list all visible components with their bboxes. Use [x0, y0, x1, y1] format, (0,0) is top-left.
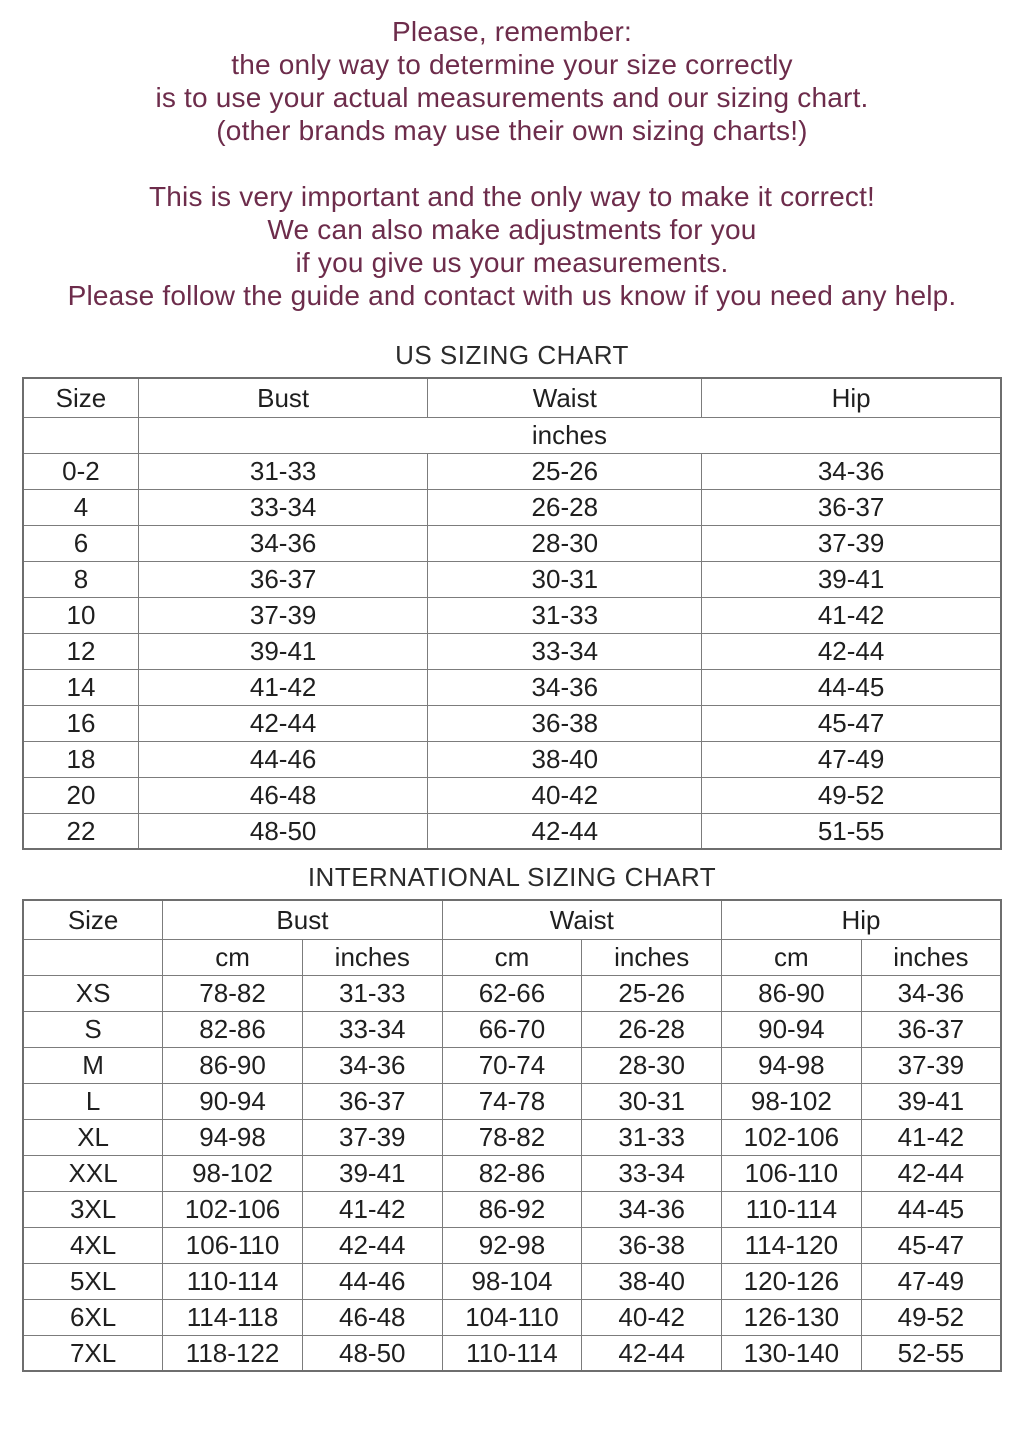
measurement-cell: 31-33: [428, 597, 702, 633]
measurement-cell: 110-114: [722, 1191, 862, 1227]
header-cell: Size: [23, 378, 138, 417]
size-cell: S: [23, 1011, 163, 1047]
us-chart-title: US SIZING CHART: [395, 340, 629, 370]
size-cell: XS: [23, 975, 163, 1011]
table-row: [23, 1227, 1001, 1263]
table-row: [23, 417, 1001, 453]
measurement-cell: 33-34: [582, 1155, 722, 1191]
unit-cell: inches: [582, 939, 722, 975]
measurement-cell: 37-39: [861, 1047, 1001, 1083]
measurement-cell: 118-122: [163, 1335, 303, 1371]
size-cell: XL: [23, 1119, 163, 1155]
measurement-cell: 28-30: [428, 525, 702, 561]
measurement-cell: 34-36: [428, 669, 702, 705]
table-row: [23, 777, 1001, 813]
intro-line: if you give us your measurements.: [295, 247, 729, 278]
measurement-cell: 44-45: [702, 669, 1001, 705]
measurement-cell: 34-36: [582, 1191, 722, 1227]
measurement-cell: 40-42: [428, 777, 702, 813]
measurement-cell: 38-40: [582, 1263, 722, 1299]
measurement-cell: 62-66: [442, 975, 582, 1011]
measurement-cell: 74-78: [442, 1083, 582, 1119]
measurement-cell: 130-140: [722, 1335, 862, 1371]
measurement-cell: 42-44: [302, 1227, 442, 1263]
header-cell: Bust: [138, 378, 427, 417]
measurement-cell: 39-41: [702, 561, 1001, 597]
measurement-cell: 42-44: [861, 1155, 1001, 1191]
measurement-cell: 52-55: [861, 1335, 1001, 1371]
size-cell: 4XL: [23, 1227, 163, 1263]
us-sizing-table-body: [23, 378, 1001, 849]
unit-cell: cm: [722, 939, 862, 975]
measurement-cell: 34-36: [302, 1047, 442, 1083]
measurement-cell: 39-41: [138, 633, 427, 669]
international-sizing-table: [22, 899, 1002, 1372]
size-cell: 8: [23, 561, 138, 597]
measurement-cell: 44-46: [302, 1263, 442, 1299]
measurement-cell: 98-102: [163, 1155, 303, 1191]
measurement-cell: 98-104: [442, 1263, 582, 1299]
header-cell: Hip: [722, 900, 1001, 939]
size-cell: 5XL: [23, 1263, 163, 1299]
measurement-cell: 90-94: [722, 1011, 862, 1047]
measurement-cell: 86-90: [163, 1047, 303, 1083]
header-cell: Waist: [442, 900, 721, 939]
size-cell: 12: [23, 633, 138, 669]
measurement-cell: 82-86: [442, 1155, 582, 1191]
measurement-cell: 44-46: [138, 741, 427, 777]
measurement-cell: 36-37: [861, 1011, 1001, 1047]
measurement-cell: 45-47: [702, 705, 1001, 741]
size-cell: M: [23, 1047, 163, 1083]
unit-cell: inches: [138, 417, 1001, 453]
measurement-cell: 114-120: [722, 1227, 862, 1263]
table-row: [23, 597, 1001, 633]
measurement-cell: 41-42: [702, 597, 1001, 633]
table-row: [23, 561, 1001, 597]
size-cell: 3XL: [23, 1191, 163, 1227]
table-row: [23, 378, 1001, 417]
measurement-cell: 48-50: [302, 1335, 442, 1371]
measurement-cell: 33-34: [302, 1011, 442, 1047]
size-cell: XXL: [23, 1155, 163, 1191]
size-cell: 20: [23, 777, 138, 813]
table-row: [23, 705, 1001, 741]
measurement-cell: 86-90: [722, 975, 862, 1011]
intro-paragraph-1: [0, 15, 1024, 147]
measurement-cell: 46-48: [302, 1299, 442, 1335]
measurement-cell: 34-36: [702, 453, 1001, 489]
measurement-cell: 31-33: [138, 453, 427, 489]
size-cell: L: [23, 1083, 163, 1119]
size-cell: 14: [23, 669, 138, 705]
unit-cell: inches: [861, 939, 1001, 975]
us-sizing-table: [22, 377, 1002, 850]
measurement-cell: 42-44: [428, 813, 702, 849]
measurement-cell: 37-39: [138, 597, 427, 633]
measurement-cell: 92-98: [442, 1227, 582, 1263]
measurement-cell: 37-39: [702, 525, 1001, 561]
measurement-cell: 30-31: [428, 561, 702, 597]
measurement-cell: 82-86: [163, 1011, 303, 1047]
size-cell: 22: [23, 813, 138, 849]
measurement-cell: 31-33: [582, 1119, 722, 1155]
table-row: [23, 489, 1001, 525]
measurement-cell: 86-92: [442, 1191, 582, 1227]
measurement-cell: 51-55: [702, 813, 1001, 849]
unit-cell: cm: [163, 939, 303, 975]
measurement-cell: 90-94: [163, 1083, 303, 1119]
size-cell: 6XL: [23, 1299, 163, 1335]
table-row: [23, 1299, 1001, 1335]
measurement-cell: 39-41: [302, 1155, 442, 1191]
size-cell: 6: [23, 525, 138, 561]
measurement-cell: 36-37: [302, 1083, 442, 1119]
measurement-cell: 38-40: [428, 741, 702, 777]
table-row: [23, 1335, 1001, 1371]
measurement-cell: 33-34: [138, 489, 427, 525]
table-row: [23, 975, 1001, 1011]
table-row: [23, 939, 1001, 975]
measurement-cell: 40-42: [582, 1299, 722, 1335]
measurement-cell: 26-28: [582, 1011, 722, 1047]
measurement-cell: 49-52: [702, 777, 1001, 813]
intro-line: Please, remember:: [392, 16, 632, 47]
unit-cell: inches: [302, 939, 442, 975]
measurement-cell: 42-44: [138, 705, 427, 741]
measurement-cell: 110-114: [163, 1263, 303, 1299]
measurement-cell: 26-28: [428, 489, 702, 525]
header-cell: Bust: [163, 900, 442, 939]
measurement-cell: 98-102: [722, 1083, 862, 1119]
table-row: [23, 1191, 1001, 1227]
measurement-cell: 34-36: [861, 975, 1001, 1011]
table-row: [23, 741, 1001, 777]
measurement-cell: 78-82: [442, 1119, 582, 1155]
measurement-cell: 70-74: [442, 1047, 582, 1083]
table-row: [23, 669, 1001, 705]
table-row: [23, 1263, 1001, 1299]
measurement-cell: 39-41: [861, 1083, 1001, 1119]
table-row: [23, 900, 1001, 939]
intro-line: Please follow the guide and contact with us know if you need any help.: [67, 280, 957, 311]
table-row: [23, 453, 1001, 489]
measurement-cell: 41-42: [302, 1191, 442, 1227]
table-row: [23, 525, 1001, 561]
header-cell: Size: [23, 900, 163, 939]
intro-line: (other brands may use their own sizing charts!): [216, 115, 808, 146]
measurement-cell: 42-44: [702, 633, 1001, 669]
measurement-cell: 41-42: [861, 1119, 1001, 1155]
measurement-cell: 47-49: [861, 1263, 1001, 1299]
measurement-cell: 49-52: [861, 1299, 1001, 1335]
measurement-cell: 94-98: [722, 1047, 862, 1083]
table-row: [23, 1047, 1001, 1083]
measurement-cell: 120-126: [722, 1263, 862, 1299]
measurement-cell: 104-110: [442, 1299, 582, 1335]
unit-cell: cm: [442, 939, 582, 975]
header-cell: Waist: [428, 378, 702, 417]
intro-line: is to use your actual measurements and our sizing chart.: [155, 82, 869, 113]
intro-line: the only way to determine your size correctly: [231, 49, 793, 80]
header-cell: Hip: [702, 378, 1001, 417]
measurement-cell: 45-47: [861, 1227, 1001, 1263]
measurement-cell: 126-130: [722, 1299, 862, 1335]
measurement-cell: 36-37: [702, 489, 1001, 525]
measurement-cell: 47-49: [702, 741, 1001, 777]
table-row: [23, 1011, 1001, 1047]
measurement-cell: 102-106: [722, 1119, 862, 1155]
table-row: [23, 633, 1001, 669]
intro-text: [0, 0, 1024, 312]
size-cell: 10: [23, 597, 138, 633]
table-row: [23, 1155, 1001, 1191]
measurement-cell: 25-26: [428, 453, 702, 489]
measurement-cell: 106-110: [722, 1155, 862, 1191]
measurement-cell: 36-38: [428, 705, 702, 741]
table-row: [23, 813, 1001, 849]
international-chart-title: INTERNATIONAL SIZING CHART: [307, 862, 717, 892]
measurement-cell: 106-110: [163, 1227, 303, 1263]
measurement-cell: 94-98: [163, 1119, 303, 1155]
measurement-cell: 44-45: [861, 1191, 1001, 1227]
size-cell: 4: [23, 489, 138, 525]
international-sizing-table-body: [23, 900, 1001, 1371]
empty-cell: [23, 939, 163, 975]
empty-cell: [23, 417, 138, 453]
measurement-cell: 34-36: [138, 525, 427, 561]
table-row: [23, 1119, 1001, 1155]
measurement-cell: 28-30: [582, 1047, 722, 1083]
intro-line: We can also make adjustments for you: [267, 214, 757, 245]
measurement-cell: 42-44: [582, 1335, 722, 1371]
measurement-cell: 48-50: [138, 813, 427, 849]
measurement-cell: 31-33: [302, 975, 442, 1011]
size-cell: 16: [23, 705, 138, 741]
measurement-cell: 46-48: [138, 777, 427, 813]
measurement-cell: 25-26: [582, 975, 722, 1011]
size-cell: 7XL: [23, 1335, 163, 1371]
measurement-cell: 33-34: [428, 633, 702, 669]
measurement-cell: 30-31: [582, 1083, 722, 1119]
measurement-cell: 36-38: [582, 1227, 722, 1263]
measurement-cell: 110-114: [442, 1335, 582, 1371]
measurement-cell: 78-82: [163, 975, 303, 1011]
intro-line: This is very important and the only way to make it correct!: [148, 181, 876, 212]
intro-paragraph-2: [0, 180, 1024, 312]
measurement-cell: 66-70: [442, 1011, 582, 1047]
measurement-cell: 102-106: [163, 1191, 303, 1227]
measurement-cell: 36-37: [138, 561, 427, 597]
table-row: [23, 1083, 1001, 1119]
size-cell: 18: [23, 741, 138, 777]
size-cell: 0-2: [23, 453, 138, 489]
measurement-cell: 41-42: [138, 669, 427, 705]
measurement-cell: 37-39: [302, 1119, 442, 1155]
measurement-cell: 114-118: [163, 1299, 303, 1335]
